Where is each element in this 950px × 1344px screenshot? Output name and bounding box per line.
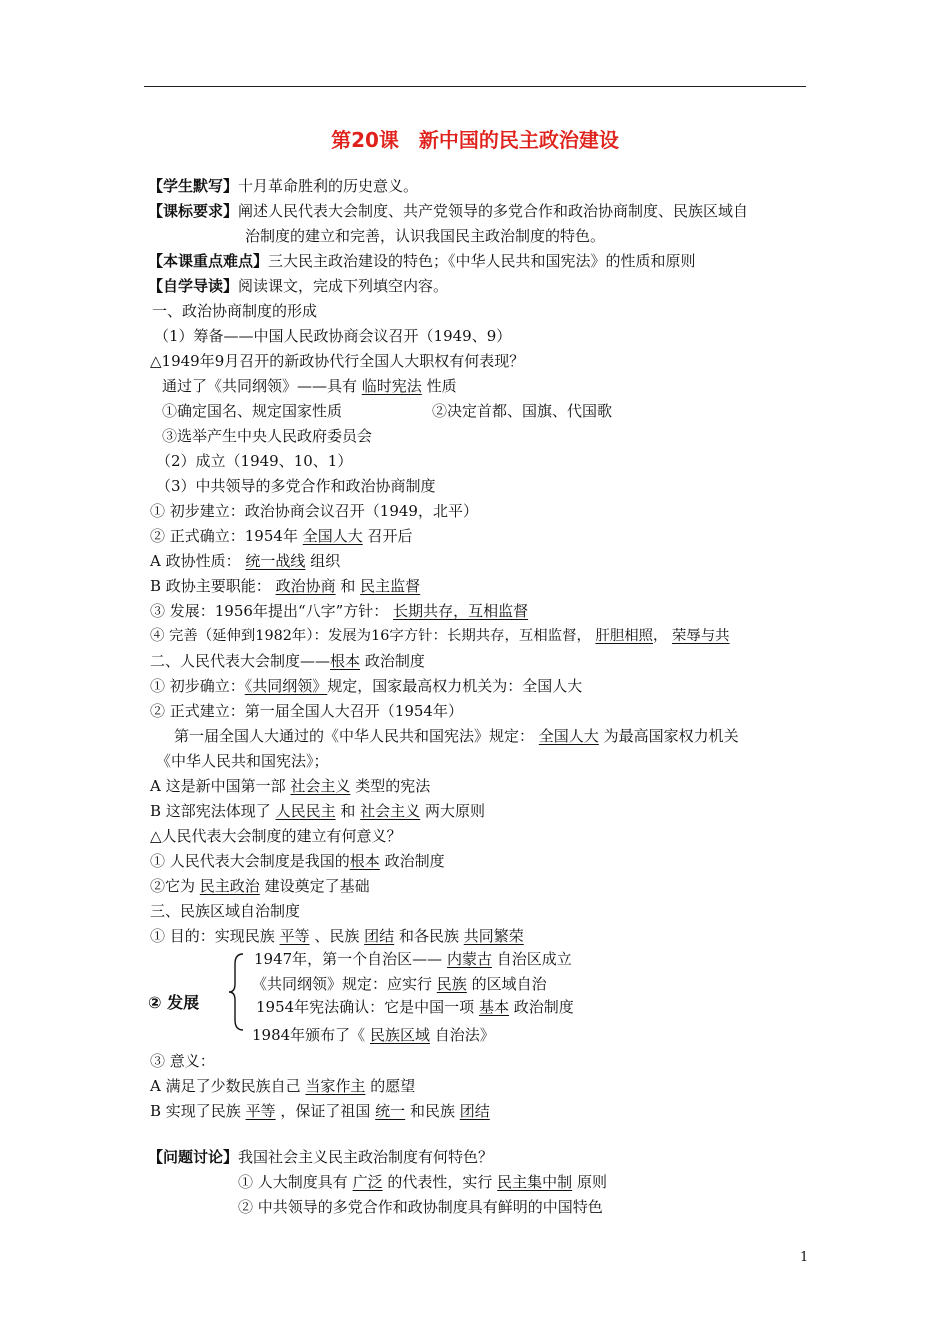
- line-dev-1954: [256, 997, 574, 1017]
- section-tag: 【课标要求】: [148, 202, 239, 220]
- line-npc-foundation: [150, 876, 370, 896]
- blank-answer: 团结: [459, 1102, 490, 1120]
- text: 第一届全国人大通过的《中华人民共和国宪法》规定：: [174, 727, 535, 745]
- line-perfection: [150, 626, 730, 646]
- heading-cppcc: 一、政治协商制度的形成: [152, 302, 318, 320]
- line-dev-common-program: [252, 974, 547, 994]
- heading-autonomy: 三、民族区域自治制度: [150, 902, 301, 920]
- text: 和: [340, 577, 356, 595]
- text: ②它为: [150, 877, 196, 895]
- line-common-program: [162, 376, 457, 396]
- line-constitution-principles: [150, 801, 485, 821]
- student-dictation: [148, 176, 418, 196]
- blank-answer: 社会主义: [290, 777, 351, 795]
- text: 、民族: [314, 927, 360, 945]
- text: ① 人大制度具有: [238, 1173, 348, 1191]
- text: 的代表性，实行: [387, 1173, 493, 1191]
- text: A 满足了少数民族自己: [150, 1077, 301, 1095]
- text: 自治区成立: [496, 950, 572, 968]
- line-discussion-2: ② 中共领导的多党合作和政协制度具有鲜明的中国特色: [238, 1198, 603, 1216]
- text: 和各民族: [398, 927, 459, 945]
- text: 二、人民代表大会制度——: [150, 652, 331, 670]
- blank-answer: 全国人大: [538, 727, 599, 745]
- blank-answer: 民主监督: [360, 577, 421, 595]
- blank-answer: 人民民主: [275, 802, 336, 820]
- blank-answer: 《共同纲领》: [244, 677, 328, 695]
- blank-answer: 团结: [364, 927, 395, 945]
- text: 建设奠定了基础: [264, 877, 370, 895]
- line-text: 三大民主政治建设的特色；《中华人民共和国宪法》的性质和原则: [268, 252, 696, 270]
- blank-answer: 平等: [245, 1102, 276, 1120]
- text: 类型的宪法: [355, 777, 431, 795]
- text: A 政协性质：: [150, 552, 241, 570]
- line-npc-initial: [150, 676, 582, 696]
- blank-answer: 当家作主: [305, 1077, 366, 1095]
- line-text: 我国社会主义民主政治制度有何特色？: [238, 1148, 494, 1166]
- line-autonomy-goal: [150, 926, 524, 946]
- page-title: 第20课 新中国的民主政治建设: [331, 128, 619, 152]
- section-tag: 【自学导读】: [148, 277, 239, 295]
- text: B 政协主要职能：: [150, 577, 271, 595]
- text: 为最高国家权力机关: [603, 727, 739, 745]
- self-study-guide: [148, 276, 448, 296]
- line-text: 阅读课文，完成下列填空内容。: [238, 277, 449, 295]
- text: 1984年颁布了《: [252, 1026, 366, 1044]
- text: 自治法》: [434, 1026, 495, 1044]
- line-text: 阐述人民代表大会制度、共产党领导的多党合作和政治协商制度、民族区域自: [238, 202, 749, 220]
- text: ① 目的：实现民族: [150, 927, 275, 945]
- line-point-2: ②决定首都、国旗、代国歌: [432, 402, 613, 420]
- line-point-1: ①确定国名、规定国家性质: [162, 402, 343, 420]
- text: 和: [340, 802, 356, 820]
- discussion: [148, 1147, 493, 1167]
- text: 1954年宪法确认：它是中国一项: [256, 998, 475, 1016]
- blank-answer: 内蒙古: [446, 950, 492, 968]
- line-development: [150, 601, 528, 621]
- text: 1947年，第一个自治区——: [254, 950, 443, 968]
- line-constitution: [174, 726, 739, 746]
- blank-answer: 基本: [478, 998, 509, 1016]
- blank-answer: 统一战线: [245, 552, 306, 570]
- line-constitution-type: [150, 776, 430, 796]
- line-significance-a: [150, 1076, 415, 1096]
- line-formal: [150, 526, 413, 546]
- blank-answer: 民主政治: [199, 877, 260, 895]
- text: 和民族: [409, 1102, 455, 1120]
- blank-answer: 统一: [375, 1102, 406, 1120]
- line-founded: （2）成立（1949、10、1）: [156, 452, 353, 470]
- blank-answer: 政治协商: [275, 577, 336, 595]
- heading-npc: [150, 651, 425, 671]
- page-number: 1: [800, 1250, 809, 1265]
- question-npc-significance: △人民代表大会制度的建立有何意义？: [150, 827, 402, 845]
- text: 《共同纲领》规定：应实行: [252, 975, 433, 993]
- development-label: ② 发展: [148, 993, 200, 1012]
- header-rule: [144, 86, 806, 87]
- question-1949: △1949年9月召开的新政协代行全国人大职权有何表现？: [150, 352, 525, 370]
- blank-answer: 共同繁荣: [463, 927, 524, 945]
- line-text: 十月革命胜利的历史意义。: [238, 177, 419, 195]
- text: 规定，国家最高权力机关为：全国人大: [327, 677, 583, 695]
- text: ，保证了祖国: [280, 1102, 371, 1120]
- line-prep: （1）筹备——中国人民政协商会议召开（1949、9）: [154, 327, 512, 345]
- line-functions: [150, 576, 420, 596]
- blank-answer: 社会主义: [360, 802, 421, 820]
- text: 政治制度: [513, 998, 574, 1016]
- blank-answer: 根本: [330, 652, 361, 670]
- line-dev-1947: [254, 949, 572, 969]
- line-nature: [150, 551, 340, 571]
- blank-answer: 民族: [436, 975, 467, 993]
- text: 政治制度: [364, 652, 425, 670]
- line-significance: ③ 意义：: [150, 1052, 215, 1070]
- blank-answer: 广泛: [352, 1173, 383, 1191]
- curly-brace-icon: [226, 952, 246, 1032]
- text: 召开后: [367, 527, 413, 545]
- text: A 这是新中国第一部: [150, 777, 286, 795]
- text: 原则: [576, 1173, 607, 1191]
- text: 性质: [426, 377, 457, 395]
- blank-answer: 民族区域: [369, 1026, 430, 1044]
- line-discussion-1: [238, 1172, 607, 1192]
- text: 的愿望: [370, 1077, 416, 1095]
- line-point-3: ③选举产生中央人民政府委员会: [162, 427, 373, 445]
- text: ② 正式确立：1954年: [150, 527, 298, 545]
- text: 两大原则: [424, 802, 485, 820]
- line-constitution-name: 《中华人民共和国宪法》；: [156, 752, 329, 770]
- blank-answer: 根本: [349, 852, 380, 870]
- blank-answer: 临时宪法: [361, 377, 422, 395]
- line-multiparty: （3）中共领导的多党合作和政治协商制度: [156, 477, 436, 495]
- text: 的区域自治: [471, 975, 547, 993]
- text: B 实现了民族: [150, 1102, 241, 1120]
- blank-answer: 全国人大: [302, 527, 363, 545]
- text: 政治制度: [384, 852, 445, 870]
- text: 通过了《共同纲领》——具有: [162, 377, 358, 395]
- section-tag: 【问题讨论】: [148, 1148, 239, 1166]
- line-significance-b: [150, 1101, 490, 1121]
- text: ④ 完善（延伸到1982年）：发展为16字方针：长期共存，互相监督，: [150, 628, 591, 644]
- line-npc-formal: ② 正式建立：第一届全国人大召开（1954年）: [150, 702, 463, 720]
- curriculum-requirement: [148, 201, 748, 221]
- text: ，: [653, 628, 668, 644]
- section-tag: 【本课重点难点】: [148, 252, 269, 270]
- blank-answer: 肝胆相照: [595, 628, 654, 644]
- blank-answer: 民主集中制: [497, 1173, 573, 1191]
- blank-answer: 平等: [279, 927, 310, 945]
- text: ③ 发展：1956年提出“八字”方针：: [150, 602, 389, 620]
- blank-answer: 荣辱与共: [672, 628, 730, 644]
- section-tag: 【学生默写】: [148, 177, 239, 195]
- key-points: [148, 251, 696, 271]
- curriculum-requirement-cont: 治制度的建立和完善，认识我国民主政治制度的特色。: [245, 227, 606, 245]
- text: 组织: [310, 552, 341, 570]
- text: ① 人民代表大会制度是我国的: [150, 852, 350, 870]
- blank-answer: 长期共存，互相监督: [393, 602, 529, 620]
- line-npc-root: [150, 851, 445, 871]
- text: B 这部宪法体现了: [150, 802, 271, 820]
- text: ① 初步确立：: [150, 677, 245, 695]
- line-dev-1984: [252, 1025, 495, 1045]
- line-initial: ① 初步建立：政治协商会议召开（1949，北平）: [150, 502, 478, 520]
